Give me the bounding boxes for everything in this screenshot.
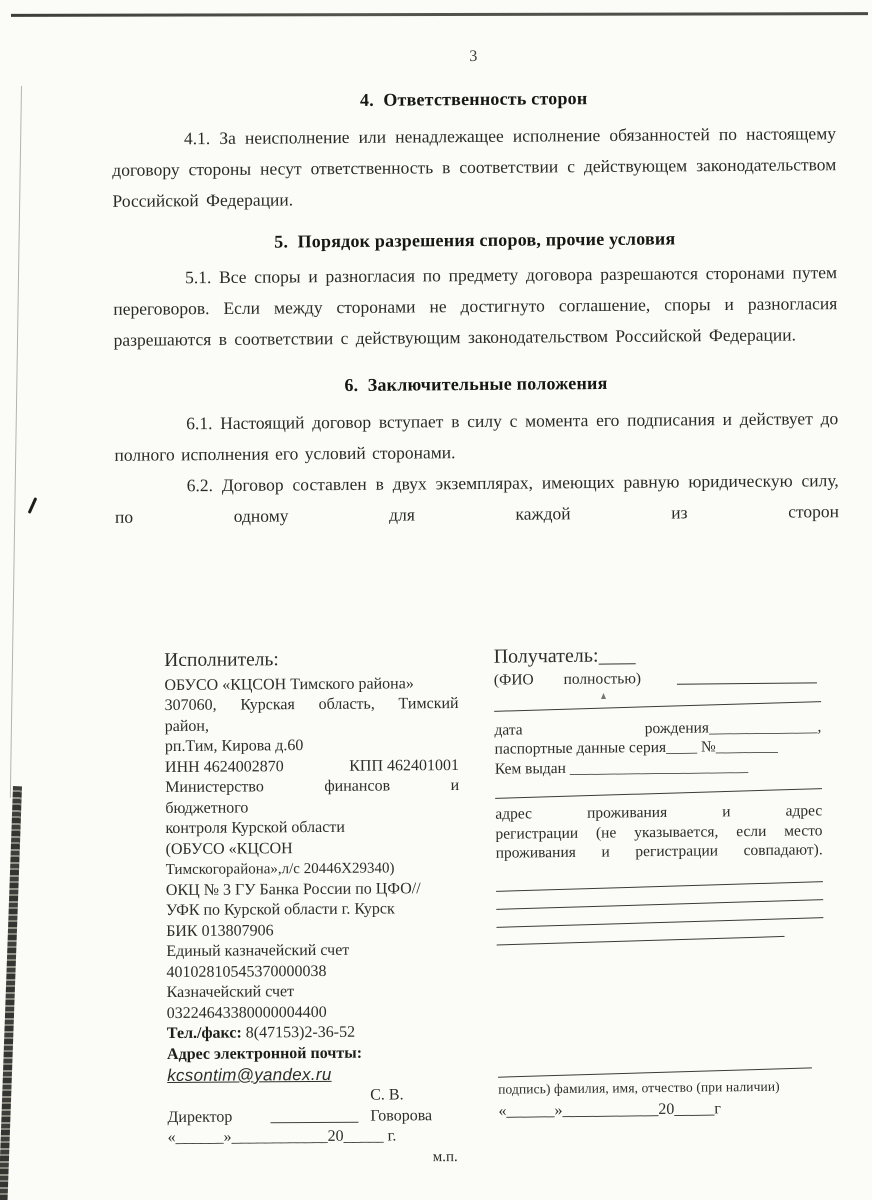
section-4-heading: 4. Ответственность сторон	[359, 88, 588, 110]
document-body	[111, 0, 839, 533]
scan-edge-left-band	[0, 786, 22, 1200]
recipient-address-note-line-2: регистрации (не указывается, если место	[495, 821, 823, 843]
scan-edge-left-line	[10, 86, 22, 798]
recipient-address-note-line-3: проживания и регистрации совпадают).	[495, 841, 823, 862]
recipient-address-note	[495, 801, 823, 863]
recipient-blank-line	[494, 701, 821, 712]
executor-org-name: ОБУСО «КЦСОН Тимского района»	[164, 674, 414, 694]
section-6-paragraph-6-2: 6.2. Договор составлен в двух экземплярах, имеющих равную юридическую силу, по одному для каждой из сторон	[114, 470, 840, 527]
recipient-title: Получатель:	[493, 644, 599, 668]
recipient-blank-line	[495, 788, 822, 799]
recipient-title-row	[494, 642, 821, 668]
executor-seal-mark: м.п.	[432, 1148, 458, 1165]
recipient-signature-note: подпись) фамилия, имя, отчество (при наличии)	[498, 1078, 780, 1097]
executor-phone-value: 8(47153)2-36-52	[241, 1023, 356, 1042]
executor-director-label: Директор	[167, 1108, 233, 1126]
recipient-birthdate-line: дата рождения______________,	[494, 717, 822, 739]
executor-eks-number: 40102810545370000038	[166, 962, 327, 981]
executor-details-block	[164, 649, 462, 1167]
executor-phone-label: Тел./факс:	[166, 1024, 242, 1043]
recipient-blank-line	[496, 881, 823, 892]
executor-email-address: kcsontim@yandex.ru	[167, 1064, 332, 1086]
recipient-blank-line	[496, 917, 823, 928]
executor-director-name: С. В. Говорова	[370, 1086, 433, 1125]
executor-inn: ИНН 4624002870	[164, 757, 284, 776]
recipient-blank-line	[496, 899, 823, 910]
executor-eks-label: Единый казначейский счет	[166, 941, 350, 961]
recipient-fio-row	[494, 667, 821, 690]
executor-inn-kpp-line	[165, 755, 459, 778]
executor-director-signature-row	[167, 1085, 461, 1128]
executor-signature-line	[270, 1122, 358, 1124]
recipient-details-block	[494, 642, 826, 1121]
pen-slash-mark	[28, 497, 38, 514]
recipient-date-line: «______»____________20_____г	[498, 1100, 722, 1120]
executor-account-org-line-2: Тимскогорайона»,л/с 20446X29340)	[165, 860, 395, 879]
recipient-issued-by-line: Кем выдан _______________________	[494, 757, 749, 778]
executor-email-label: Адрес электронной почты:	[166, 1044, 363, 1063]
section-6-heading: 6. Заключительные положения	[344, 372, 608, 396]
recipient-title-blank-line	[599, 663, 636, 664]
executor-phone-line	[167, 1022, 461, 1045]
executor-address-line-2: район,	[164, 717, 210, 735]
executor-bank-line-2: УФК по Курской области г. Курск	[165, 900, 395, 920]
executor-title: Исполнитель:	[164, 649, 279, 672]
recipient-blank-line	[497, 935, 785, 945]
recipient-address-note-line-1: адрес проживания и адрес	[495, 802, 823, 823]
executor-ks-label: Казначейский счет	[166, 983, 295, 1002]
executor-address-line-3: рп.Тим, Кирова д.60	[164, 737, 304, 756]
recipient-passport-line: паспортные данные серия____ №________	[494, 737, 778, 758]
executor-ks-number: 03224643380000004400	[166, 1003, 327, 1022]
executor-bik: БИК 013807906	[166, 921, 274, 940]
section-4-paragraph-4-1: 4.1. За неисполнение или ненадлежащее исполнение обязанностей по настоящему договору стороны несут ответственность в соответствии с действующем законодательством Российской Федерации.	[112, 123, 837, 211]
executor-bank-line-1: ОКЦ № 3 ГУ Банка России по ЦФО//	[165, 879, 421, 899]
section-5-heading: 5. Порядок разрешения споров, прочие условия	[274, 228, 676, 252]
executor-ministry-line-1: Министерство финансов и	[165, 776, 460, 797]
executor-date-line: «______»____________20_____ г.	[167, 1127, 397, 1147]
section-6-paragraph-6-1: 6.1. Настоящий договор вступает в силу с момента его подписания и действует до полного исполнения его условий сторонами.	[114, 408, 839, 465]
executor-ministry-line-3: контроля Курской области	[165, 818, 345, 838]
executor-ministry-line-2: бюджетного	[165, 798, 249, 817]
executor-kpp: КПП 462401001	[349, 756, 460, 775]
executor-account-org-line-1: (ОБУСО «КЦСОН	[165, 839, 293, 858]
page-number: 3	[469, 47, 478, 66]
recipient-fio-label: (ФИО полностью)	[493, 670, 642, 689]
recipient-fio-blank-line	[677, 682, 817, 684]
executor-address-line-1: 307060, Курская область, Тимский	[164, 694, 459, 715]
section-5-paragraph-5-1: 5.1. Все споры и разногласия по предмету договора разрешаются сторонами путем переговоров. Если между сторонами не достигнуто соглашение, споры и разногласия разрешаются в соответствии с действующим законодательством Российской Федерации.	[113, 262, 838, 350]
